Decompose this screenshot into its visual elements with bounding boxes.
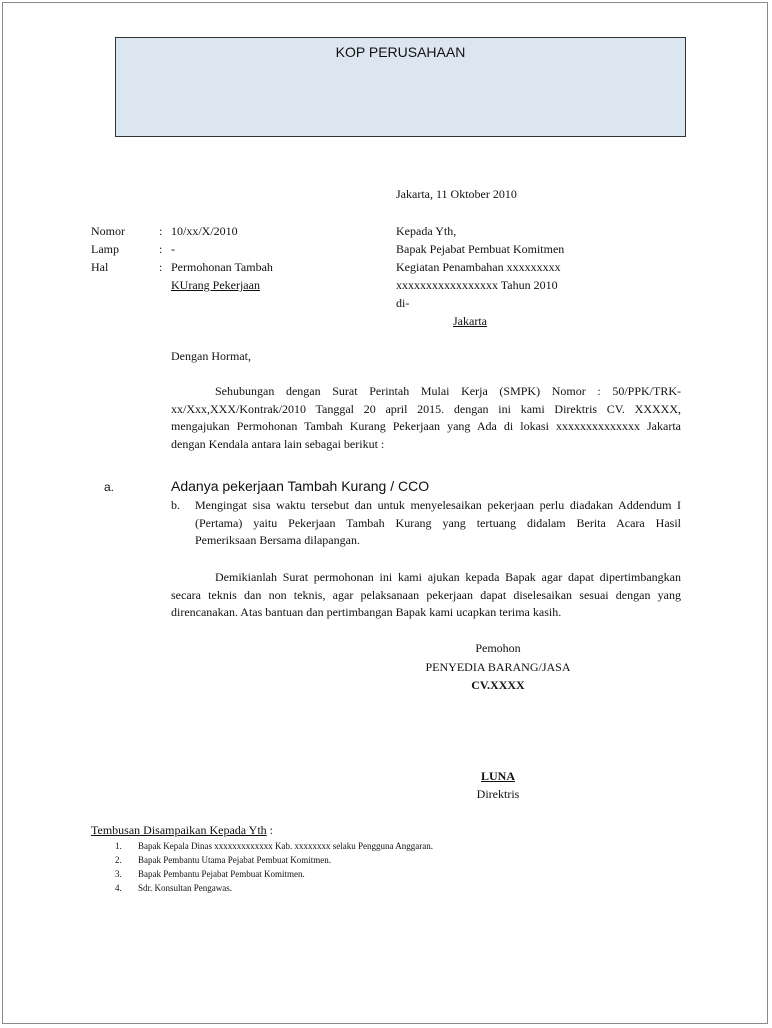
- closing-line2: secara teknis dan non teknis, agar pelaksanaan pekerjaan dapat diselesaikan sesuai dengan yang: [171, 587, 681, 602]
- item-b-line2: (Pertama) yaitu Pekerjaan Tambah Kurang yang tertuang didalam Berita Acara Hasil: [195, 515, 681, 530]
- item-b-line3: Pemeriksaan Bersama dilapangan.: [195, 533, 360, 547]
- recipient-city: Jakarta: [453, 314, 487, 328]
- nomor-colon: :: [159, 224, 163, 238]
- closing-paragraph: [171, 569, 681, 622]
- signer-title: Direktris: [476, 787, 520, 801]
- sign-company: CV.XXXX: [471, 678, 525, 692]
- recipient-line1: Kepada Yth,: [396, 224, 457, 238]
- closing-line3: direncanakan. Atas bantuan dan pertimbangan Bapak kami ucapkan terima kasih.: [171, 605, 562, 619]
- cc-item-num: 3.: [115, 869, 122, 879]
- intro-paragraph: [171, 383, 681, 453]
- lamp-colon: :: [159, 242, 163, 256]
- hal-colon: :: [159, 260, 163, 274]
- recipient-line5: di-: [396, 296, 410, 310]
- intro-line2: xx/Xxx,XXX/Kontrak/2010 Tanggal 20 april 2015. dengan ini kami Direktris CV. XXXXX,: [171, 401, 681, 416]
- nomor-label: Nomor: [91, 224, 125, 238]
- cc-item-text: Bapak Pembantu Pejabat Pembuat Komitmen.: [138, 869, 305, 879]
- cc-heading: Tembusan Disampaikan Kepada Yth: [91, 823, 267, 837]
- intro-line4: dengan Kendala antara lain sebagai berikut :: [171, 436, 385, 451]
- cc-item-num: 1.: [115, 841, 122, 851]
- item-a-marker: a.: [104, 480, 115, 494]
- recipient-line2: Bapak Pejabat Pembuat Komitmen: [396, 242, 565, 256]
- cc-heading-row: [91, 822, 273, 838]
- intro-line3: mengajukan Permohonan Tambah Kurang Pekerjaan yang Ada di lokasi xxxxxxxxxxxxxx Jakarta: [171, 419, 681, 433]
- item-a-text: Adanya pekerjaan Tambah Kurang / CCO: [171, 478, 430, 494]
- hal-value-line2: KUrang Pekerjaan: [171, 278, 260, 292]
- cc-item-text: Sdr. Konsultan Pengawas.: [138, 883, 232, 893]
- item-b-marker: b.: [171, 498, 180, 512]
- sign-pemohon: Pemohon: [475, 641, 521, 655]
- lamp-label: Lamp: [91, 242, 119, 256]
- recipient-line4: xxxxxxxxxxxxxxxxx Tahun 2010: [396, 278, 558, 292]
- cc-item-num: 4.: [115, 883, 122, 893]
- signer-name: LUNA: [480, 769, 515, 783]
- cc-heading-colon: :: [266, 823, 274, 837]
- recipient-line3: Kegiatan Penambahan xxxxxxxxx: [396, 260, 561, 274]
- hal-value-line1: Permohonan Tambah: [171, 260, 273, 274]
- item-b-paragraph: [195, 497, 681, 550]
- letterhead-box: [115, 37, 686, 137]
- lamp-value: -: [171, 242, 175, 256]
- salutation: Dengan Hormat,: [171, 349, 251, 363]
- cc-item-num: 2.: [115, 855, 122, 865]
- cc-item-text: Bapak Kepala Dinas xxxxxxxxxxxxx Kab. xxxxxxxx selaku Pengguna Anggaran.: [138, 841, 433, 851]
- item-b-line1: Mengingat sisa waktu tersebut dan untuk menyelesaikan pekerjaan perlu diadakan Addendum I: [195, 498, 681, 512]
- intro-line1: Sehubungan dengan Surat Perintah Mulai Kerja (SMPK) Nomor : 50/PPK/TRK-: [215, 384, 681, 398]
- sign-company-type: PENYEDIA BARANG/JASA: [425, 660, 571, 674]
- letter-date: Jakarta, 11 Oktober 2010: [396, 187, 517, 201]
- nomor-value: 10/xx/X/2010: [171, 224, 238, 238]
- cc-item-text: Bapak Pembantu Utama Pejabat Pembuat Komitmen.: [138, 855, 331, 865]
- letterhead-title: KOP PERUSAHAAN: [335, 44, 466, 60]
- hal-label: Hal: [91, 260, 109, 274]
- closing-line1: Demikianlah Surat permohonan ini kami ajukan kepada Bapak agar dapat dipertimbangkan: [215, 570, 681, 584]
